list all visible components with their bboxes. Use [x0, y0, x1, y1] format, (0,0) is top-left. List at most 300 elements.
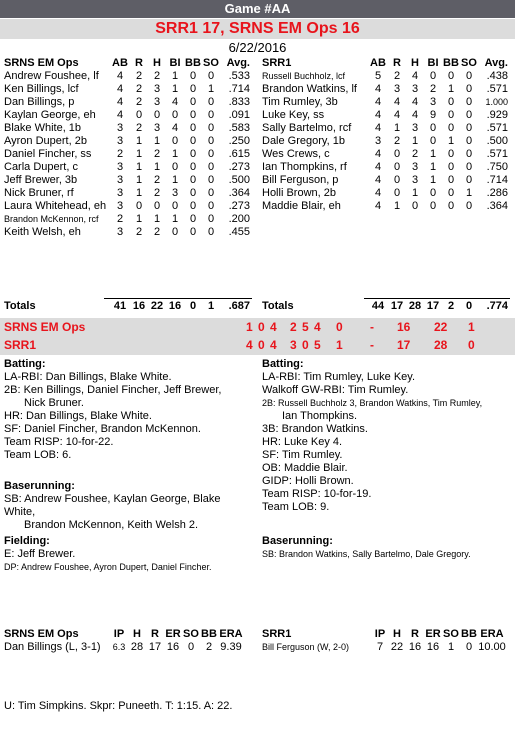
- away-totals-ab: 41: [113, 300, 127, 312]
- player-bb: 0: [189, 226, 197, 238]
- player-bi: 4: [171, 122, 179, 134]
- player-so: 0: [465, 70, 473, 82]
- home-totals-label: Totals: [262, 300, 294, 312]
- player-bb: 0: [189, 148, 197, 160]
- player-name: Luke Key, ss: [262, 109, 325, 121]
- player-name: Nick Bruner, rf: [4, 187, 74, 199]
- player-row: [262, 174, 508, 187]
- away-totals-avg: .687: [228, 300, 250, 312]
- player-so: 0: [207, 226, 215, 238]
- player-r: 4: [393, 96, 401, 108]
- line-home-inn1: 4 0 4: [246, 338, 278, 352]
- player-h: 3: [153, 122, 161, 134]
- player-bi: 4: [171, 96, 179, 108]
- player-r: 1: [135, 148, 143, 160]
- away-batting-line: LA-RBI: Dan Billings, Blake White.: [4, 371, 172, 383]
- player-row: [4, 148, 250, 161]
- away-baserunning-line: Brandon McKennon, Keith Welsh 2.: [24, 519, 199, 531]
- home-batting-line: Team RISP: 10-for-19.: [262, 488, 372, 500]
- player-h: 2: [153, 187, 161, 199]
- player-bb: 0: [189, 96, 197, 108]
- col-h: H: [153, 57, 161, 69]
- away-totals-so: 1: [207, 300, 215, 312]
- player-avg: .455: [228, 226, 250, 238]
- player-row: [4, 161, 250, 174]
- player-r: 1: [135, 161, 143, 173]
- player-bi: 0: [171, 200, 179, 212]
- player-ab: 4: [374, 148, 382, 160]
- player-ab: 2: [116, 148, 124, 160]
- player-bb: 0: [447, 96, 455, 108]
- player-bb: 0: [189, 174, 197, 186]
- away-batting-line: 2B: Ken Billings, Daniel Fincher, Jeff Brewer,: [4, 384, 222, 396]
- player-row: [4, 174, 250, 187]
- player-avg: .273: [228, 200, 250, 212]
- away-totals-bi: 16: [168, 300, 182, 312]
- player-ab: 3: [116, 226, 124, 238]
- player-so: 0: [207, 161, 215, 173]
- player-row: [262, 96, 508, 109]
- player-avg: .571: [486, 83, 508, 95]
- pit-col-r: R: [151, 628, 159, 640]
- player-so: 0: [465, 200, 473, 212]
- line-away-runs: 16: [397, 320, 411, 334]
- player-h: 3: [411, 161, 419, 173]
- player-r: 0: [393, 161, 401, 173]
- player-so: 0: [465, 148, 473, 160]
- player-avg: .286: [486, 187, 508, 199]
- pitcher-era: 10.00: [478, 641, 506, 653]
- player-h: 3: [153, 96, 161, 108]
- away-baserunning-line: SB: Andrew Foushee, Kaylan George, Blake White,: [4, 493, 221, 518]
- home-batting-table: [262, 56, 508, 213]
- player-avg: .273: [228, 161, 250, 173]
- player-name: Dale Gregory, 1b: [262, 135, 345, 147]
- player-ab: 3: [116, 187, 124, 199]
- player-h: 4: [411, 70, 419, 82]
- player-bi: 0: [171, 161, 179, 173]
- player-h: 0: [153, 200, 161, 212]
- player-so: 0: [465, 174, 473, 186]
- player-name: Sally Bartelmo, rcf: [262, 122, 352, 134]
- score-line: SRR1 17, SRNS EM Ops 16: [0, 19, 515, 39]
- home-batting-line: Ian Thompkins.: [282, 410, 358, 422]
- player-avg: .615: [228, 148, 250, 160]
- player-avg: .533: [228, 70, 250, 82]
- line-home-team: SRR1: [4, 338, 37, 352]
- home-batting-line: 3B: Brandon Watkins.: [262, 423, 368, 435]
- away-totals-row: [4, 300, 250, 313]
- player-avg: .091: [228, 109, 250, 121]
- home-box-score: [262, 56, 510, 213]
- player-h: 1: [411, 135, 419, 147]
- player-h: 2: [153, 148, 161, 160]
- home-batting-line: HR: Luke Key 4.: [262, 436, 343, 448]
- home-totals-divider: [364, 298, 510, 299]
- player-ab: 4: [374, 109, 382, 121]
- player-bb: 0: [189, 213, 197, 225]
- player-row: [262, 187, 508, 200]
- player-so: 0: [207, 109, 215, 121]
- player-h: 1: [411, 187, 419, 199]
- player-bi: 0: [171, 109, 179, 121]
- player-r: 2: [135, 83, 143, 95]
- player-h: 3: [411, 122, 419, 134]
- player-bb: 0: [447, 109, 455, 121]
- player-ab: 4: [116, 109, 124, 121]
- player-so: 0: [465, 96, 473, 108]
- player-r: 1: [135, 135, 143, 147]
- player-h: 2: [153, 70, 161, 82]
- player-r: 3: [393, 83, 401, 95]
- player-bb: 1: [447, 135, 455, 147]
- player-row: [4, 96, 250, 109]
- player-ab: 5: [374, 70, 382, 82]
- pitcher-name: Dan Billings (L, 3-1): [4, 641, 101, 653]
- player-row: [4, 109, 250, 122]
- player-row: [262, 70, 508, 83]
- player-bi: 3: [171, 187, 179, 199]
- player-name: Carla Dupert, c: [4, 161, 78, 173]
- pitcher-so: 0: [187, 641, 195, 653]
- player-name: Maddie Blair, eh: [262, 200, 341, 212]
- player-avg: .833: [228, 96, 250, 108]
- player-name: Brandon McKennon, rcf: [4, 214, 99, 224]
- player-bb: 0: [189, 161, 197, 173]
- player-row: [4, 213, 250, 226]
- player-bb: 0: [447, 122, 455, 134]
- home-totals-avg: .774: [486, 300, 508, 312]
- pitcher-ip: 7: [376, 641, 384, 653]
- player-r: 2: [135, 226, 143, 238]
- home-batting-heading: Batting:: [262, 358, 304, 370]
- player-bb: 0: [189, 83, 197, 95]
- player-avg: .438: [486, 70, 508, 82]
- col-so: SO: [461, 57, 477, 69]
- player-bb: 0: [447, 161, 455, 173]
- player-row: [4, 135, 250, 148]
- player-bb: 0: [189, 70, 197, 82]
- player-ab: 3: [116, 161, 124, 173]
- game-footer: U: Tim Simpkins. Skpr: Puneeth. T: 1:15. A: 22.: [4, 700, 233, 712]
- player-avg: .750: [486, 161, 508, 173]
- player-row: [262, 200, 508, 213]
- col-avg: Avg.: [226, 57, 250, 69]
- line-home-sep: -: [370, 338, 374, 352]
- player-h: 3: [411, 174, 419, 186]
- player-row: [262, 148, 508, 161]
- player-bb: 0: [447, 70, 455, 82]
- player-r: 2: [393, 135, 401, 147]
- away-totals-bb: 0: [189, 300, 197, 312]
- home-pitching: [262, 628, 506, 654]
- player-bi: 1: [171, 70, 179, 82]
- home-baserunning-notes: [262, 535, 512, 561]
- player-bi: 1: [171, 213, 179, 225]
- player-bb: 0: [447, 187, 455, 199]
- player-row: [262, 122, 508, 135]
- player-name: Brandon Watkins, lf: [262, 83, 357, 95]
- away-batting-table: [4, 56, 250, 239]
- col-bb: BB: [443, 57, 459, 69]
- pit-col-so: SO: [183, 628, 199, 640]
- player-avg: .364: [486, 200, 508, 212]
- player-r: 1: [393, 200, 401, 212]
- home-baserunning-line: SB: Brandon Watkins, Sally Bartelmo, Dale Gregory.: [262, 549, 471, 559]
- player-avg: .583: [228, 122, 250, 134]
- player-bb: 0: [189, 135, 197, 147]
- player-h: 2: [411, 148, 419, 160]
- player-ab: 4: [116, 70, 124, 82]
- col-ab: AB: [370, 57, 386, 69]
- home-batting-line: LA-RBI: Tim Rumley, Luke Key.: [262, 371, 416, 383]
- player-h: 3: [153, 83, 161, 95]
- col-bb: BB: [185, 57, 201, 69]
- player-bi: 0: [171, 135, 179, 147]
- away-fielding-line: E: Jeff Brewer.: [4, 548, 76, 560]
- line-score: [0, 318, 515, 355]
- pit-col-era: ERA: [480, 628, 504, 640]
- pit-col-ip: IP: [113, 628, 125, 640]
- player-so: 0: [207, 213, 215, 225]
- line-away-inn3: 0: [336, 320, 343, 334]
- away-baserunning-notes: [4, 480, 254, 532]
- player-row: [262, 83, 508, 96]
- player-name: Kaylan George, eh: [4, 109, 96, 121]
- away-batting-line: Team LOB: 6.: [4, 449, 72, 461]
- away-fielding-line: DP: Andrew Foushee, Ayron Dupert, Daniel Fincher.: [4, 562, 212, 572]
- player-bi: 2: [429, 83, 437, 95]
- player-ab: 3: [116, 200, 124, 212]
- pit-col-ip: IP: [374, 628, 386, 640]
- player-r: 1: [135, 187, 143, 199]
- player-avg: .929: [486, 109, 508, 121]
- player-bi: 0: [429, 135, 437, 147]
- pitcher-r: 17: [148, 641, 162, 653]
- player-r: 2: [393, 70, 401, 82]
- away-pitching: [4, 628, 244, 654]
- player-name: Tim Rumley, 3b: [262, 96, 338, 108]
- player-name: Blake White, 1b: [4, 122, 82, 134]
- player-r: 2: [135, 96, 143, 108]
- player-so: 0: [207, 96, 215, 108]
- pitcher-h: 22: [390, 641, 404, 653]
- player-r: 0: [135, 109, 143, 121]
- away-fielding-notes: [4, 535, 254, 574]
- player-h: 4: [411, 96, 419, 108]
- player-name: Keith Welsh, eh: [4, 226, 81, 238]
- player-avg: .714: [228, 83, 250, 95]
- player-row: [4, 70, 250, 83]
- player-r: 4: [393, 109, 401, 121]
- player-h: 3: [411, 83, 419, 95]
- player-bb: 0: [189, 200, 197, 212]
- home-batting-line: Walkoff GW-RBI: Tim Rumley.: [262, 384, 409, 396]
- pit-col-er: ER: [425, 628, 441, 640]
- player-ab: 4: [116, 83, 124, 95]
- away-batting-line: Nick Bruner.: [24, 397, 84, 409]
- home-totals-h: 28: [408, 300, 422, 312]
- player-so: 0: [465, 122, 473, 134]
- pitcher-so: 1: [447, 641, 455, 653]
- player-bi: 0: [429, 122, 437, 134]
- player-so: 0: [465, 83, 473, 95]
- player-ab: 4: [116, 96, 124, 108]
- away-team-name: SRNS EM Ops: [4, 57, 79, 69]
- pitcher-era: 9.39: [220, 641, 242, 653]
- player-r: 0: [393, 187, 401, 199]
- away-totals-label: Totals: [4, 300, 36, 312]
- home-batting-line: OB: Maddie Blair.: [262, 462, 348, 474]
- player-name: Holli Brown, 2b: [262, 187, 336, 199]
- player-h: 2: [153, 226, 161, 238]
- line-away-hits: 22: [434, 320, 448, 334]
- pit-col-h: H: [393, 628, 401, 640]
- home-totals-so: 0: [465, 300, 473, 312]
- player-name: Jeff Brewer, 3b: [4, 174, 78, 186]
- player-ab: 4: [374, 161, 382, 173]
- home-pitching-team: SRR1: [262, 628, 292, 640]
- player-so: 0: [465, 109, 473, 121]
- player-so: 0: [207, 122, 215, 134]
- player-bi: 1: [171, 174, 179, 186]
- away-batting-line: SF: Daniel Fincher, Brandon McKennon.: [4, 423, 201, 435]
- away-batting-notes: [4, 358, 254, 462]
- player-bb: 0: [189, 122, 197, 134]
- player-bb: 1: [447, 83, 455, 95]
- away-totals-h: 22: [150, 300, 164, 312]
- home-batting-line: SF: Tim Rumley.: [262, 449, 343, 461]
- player-row: [262, 135, 508, 148]
- line-home-hits: 28: [434, 338, 448, 352]
- player-ab: 4: [374, 187, 382, 199]
- player-so: 1: [207, 83, 215, 95]
- player-ab: 4: [374, 96, 382, 108]
- game-title: Game #AA: [0, 0, 515, 18]
- player-so: 0: [465, 161, 473, 173]
- home-totals-ab: 44: [371, 300, 385, 312]
- player-row: [4, 187, 250, 200]
- pit-col-bb: BB: [201, 628, 217, 640]
- line-home-errors: 0: [468, 338, 475, 352]
- col-so: SO: [203, 57, 219, 69]
- player-ab: 3: [116, 122, 124, 134]
- player-so: 1: [465, 187, 473, 199]
- player-name: Ken Billings, lcf: [4, 83, 79, 95]
- player-name: Andrew Foushee, lf: [4, 70, 99, 82]
- away-box-score: [4, 56, 252, 239]
- home-totals-row: [262, 300, 508, 313]
- player-so: 0: [207, 187, 215, 199]
- player-bb: 0: [447, 200, 455, 212]
- player-h: 1: [153, 213, 161, 225]
- player-bi: 1: [171, 148, 179, 160]
- col-r: R: [393, 57, 401, 69]
- line-home-inn3: 1: [336, 338, 343, 352]
- home-baserunning-heading: Baserunning:: [262, 535, 333, 547]
- home-team-name: SRR1: [262, 57, 292, 69]
- player-so: 0: [207, 174, 215, 186]
- line-away-sep: -: [370, 320, 374, 334]
- home-totals-bb: 2: [447, 300, 455, 312]
- line-away-errors: 1: [468, 320, 475, 334]
- player-r: 2: [135, 122, 143, 134]
- player-h: 0: [153, 109, 161, 121]
- away-pitching-team: SRNS EM Ops: [4, 628, 79, 640]
- pit-col-h: H: [133, 628, 141, 640]
- col-r: R: [135, 57, 143, 69]
- pitcher-r: 16: [408, 641, 422, 653]
- away-fielding-heading: Fielding:: [4, 535, 50, 547]
- col-avg: Avg.: [484, 57, 508, 69]
- player-bi: 0: [429, 200, 437, 212]
- line-home-runs: 17: [397, 338, 411, 352]
- player-row: [4, 200, 250, 213]
- player-bi: 1: [429, 174, 437, 186]
- player-ab: 3: [116, 135, 124, 147]
- pit-col-r: R: [411, 628, 419, 640]
- player-bi: 3: [429, 96, 437, 108]
- player-name: Laura Whitehead, eh: [4, 200, 107, 212]
- player-so: 0: [207, 200, 215, 212]
- home-totals-bi: 17: [426, 300, 440, 312]
- home-batting-notes: [262, 358, 512, 514]
- home-batting-line: Team LOB: 9.: [262, 501, 330, 513]
- player-bb: 0: [447, 148, 455, 160]
- pit-col-era: ERA: [219, 628, 243, 640]
- player-name: Dan Billings, p: [4, 96, 75, 108]
- home-batting-line: 2B: Russell Buchholz 3, Brandon Watkins, Tim Rumley,: [262, 398, 483, 408]
- player-name: Russell Buchholz, lcf: [262, 71, 346, 81]
- player-bb: 0: [189, 109, 197, 121]
- player-ab: 3: [116, 174, 124, 186]
- player-h: 1: [153, 135, 161, 147]
- player-h: 1: [153, 161, 161, 173]
- line-away-inn1: 1 0 4: [246, 320, 278, 334]
- player-ab: 3: [374, 135, 382, 147]
- player-ab: 4: [374, 200, 382, 212]
- player-avg: .250: [228, 135, 250, 147]
- pitcher-bb: 0: [465, 641, 473, 653]
- player-avg: .571: [486, 122, 508, 134]
- player-name: Ian Thompkins, rf: [262, 161, 347, 173]
- player-r: 0: [135, 200, 143, 212]
- pit-col-so: SO: [443, 628, 459, 640]
- player-name: Ayron Dupert, 2b: [4, 135, 87, 147]
- player-r: 1: [135, 174, 143, 186]
- col-bi: BI: [427, 57, 439, 69]
- player-avg: .500: [486, 135, 508, 147]
- line-home-inn2: 3 0 5: [290, 338, 322, 352]
- pitcher-row: [4, 641, 244, 654]
- home-header-row: [262, 56, 508, 70]
- player-bi: 0: [429, 187, 437, 199]
- player-so: 0: [207, 135, 215, 147]
- home-batting-line: GIDP: Holli Brown.: [262, 475, 354, 487]
- player-avg: .571: [486, 148, 508, 160]
- away-totals-divider: [104, 298, 252, 299]
- player-bb: 0: [189, 187, 197, 199]
- player-so: 0: [465, 135, 473, 147]
- player-r: 0: [393, 174, 401, 186]
- pitcher-ip: 6.3: [112, 642, 126, 652]
- player-row: [4, 226, 250, 239]
- player-row: [262, 109, 508, 122]
- pitcher-name: Bill Ferguson (W, 2-0): [262, 642, 350, 652]
- away-totals-r: 16: [132, 300, 146, 312]
- player-r: 0: [393, 148, 401, 160]
- player-row: [262, 161, 508, 174]
